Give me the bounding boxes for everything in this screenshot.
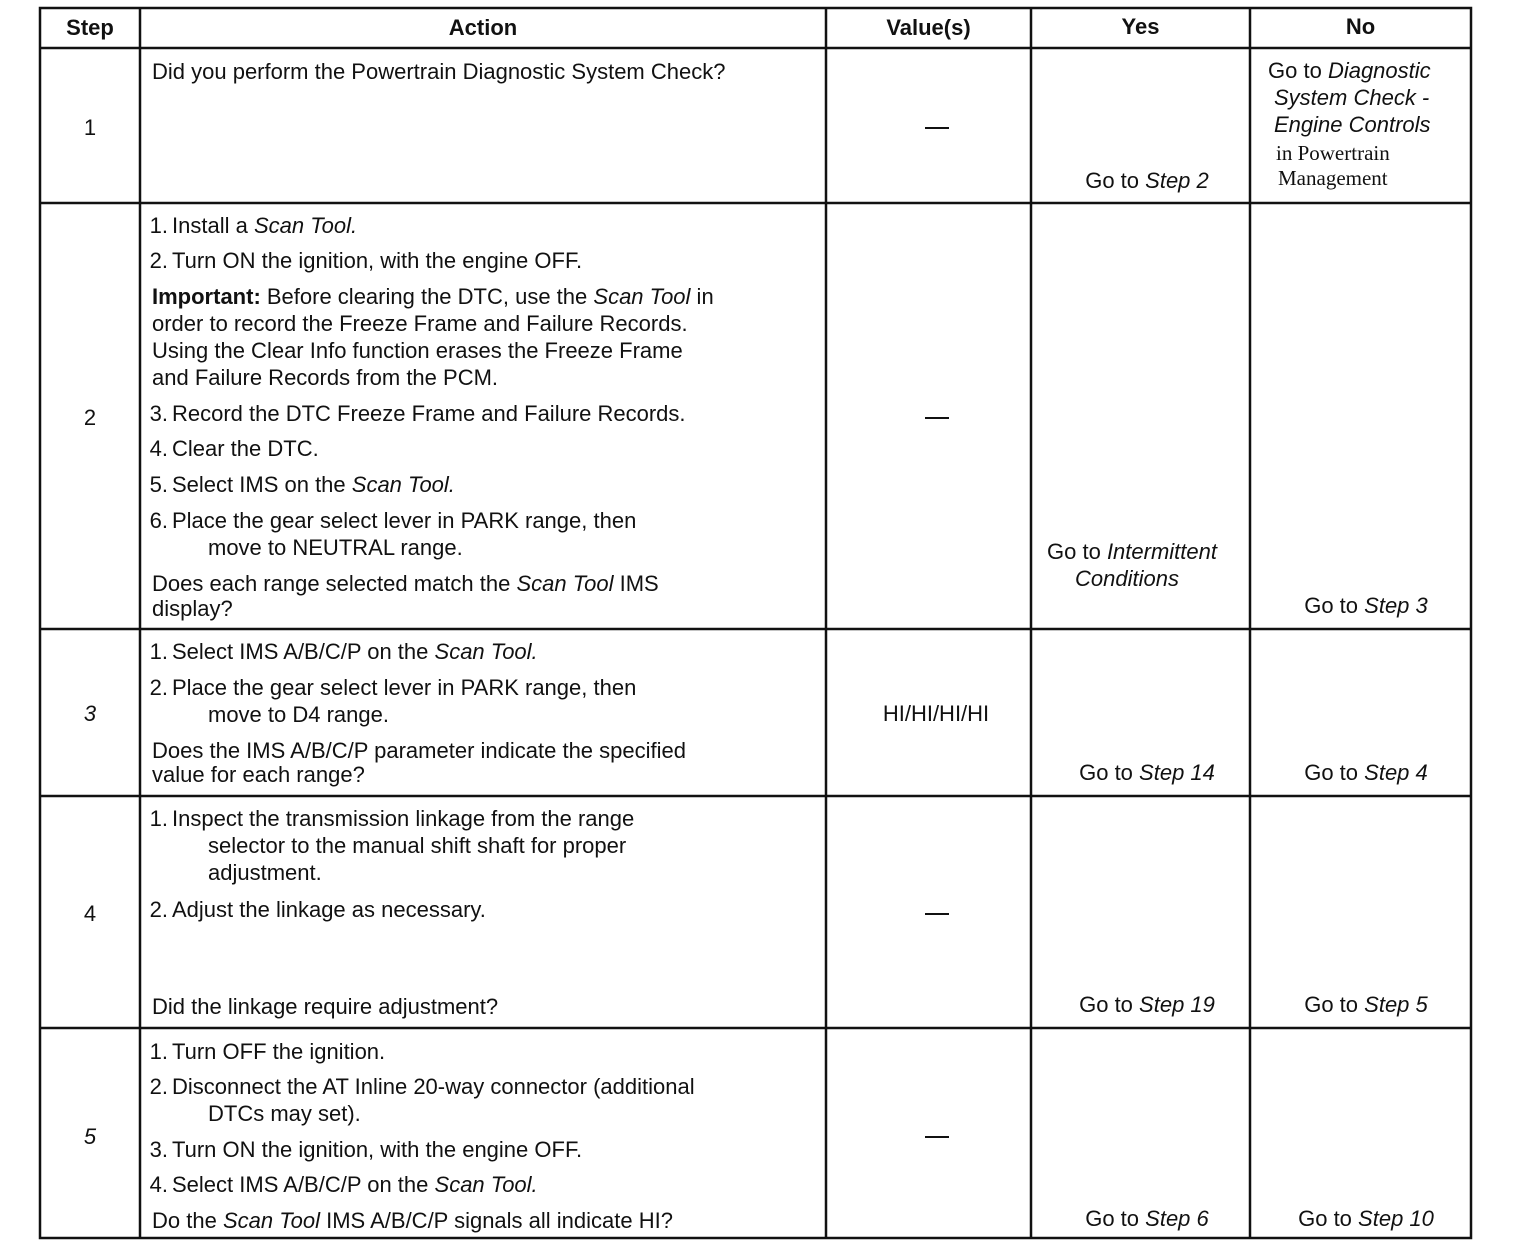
yes-action: Go to Step 6 <box>1085 1206 1209 1231</box>
header-step: Step <box>66 15 114 40</box>
list-item: 3. Record the DTC Freeze Frame and Failure Records. <box>149 401 686 426</box>
no-action: Go to Step 4 <box>1304 760 1428 785</box>
list-item: 2. Disconnect the AT Inline 20-way connector (additional <box>149 1074 695 1099</box>
value-dash <box>925 1136 949 1138</box>
list-item: 2. Place the gear select lever in PARK range, then <box>149 675 637 700</box>
value-spec: HI/HI/HI/HI <box>882 701 990 726</box>
list-item-continuation: move to NEUTRAL range. <box>208 535 463 560</box>
header-values: Value(s) <box>886 15 971 40</box>
list-item: 2. Adjust the linkage as necessary. <box>149 897 486 922</box>
step-number: 4 <box>83 901 97 926</box>
step-number: 2 <box>83 405 97 430</box>
no-action: Go to Step 5 <box>1304 992 1428 1017</box>
action-question: Do the Scan Tool IMS A/B/C/P signals all indicate HI? <box>152 1208 673 1233</box>
list-item: 1. Turn OFF the ignition. <box>149 1039 386 1064</box>
no-action-line: System Check - <box>1274 85 1430 110</box>
header-action: Action <box>448 15 518 40</box>
no-action: Go to Step 10 <box>1298 1206 1434 1231</box>
step-number: 1 <box>83 115 97 140</box>
step-number: 3 <box>83 701 97 726</box>
header-yes: Yes <box>1121 14 1160 39</box>
list-item: 5. Select IMS on the Scan Tool. <box>149 472 455 497</box>
list-item-continuation: DTCs may set). <box>208 1101 361 1126</box>
no-action-line: Management <box>1278 166 1388 190</box>
list-item: 3. Turn ON the ignition, with the engine OFF. <box>149 1137 583 1162</box>
yes-action: Go to Step 14 <box>1079 760 1215 785</box>
action-question-line: display? <box>152 596 233 621</box>
step-number: 5 <box>83 1124 97 1149</box>
yes-action-line: Conditions <box>1075 566 1179 591</box>
value-dash <box>925 913 949 915</box>
value-dash <box>925 417 949 419</box>
important-note-line: and Failure Records from the PCM. <box>152 365 499 390</box>
list-item: 4. Clear the DTC. <box>149 436 319 461</box>
value-dash <box>925 127 949 129</box>
list-item: 2. Turn ON the ignition, with the engine OFF. <box>149 248 583 273</box>
list-item-continuation: adjustment. <box>208 860 322 885</box>
yes-action: Go to Intermittent <box>1047 539 1217 564</box>
action-question-line: value for each range? <box>152 762 365 787</box>
list-item: 1. Install a Scan Tool. <box>149 213 358 238</box>
yes-action: Go to Step 19 <box>1079 992 1215 1017</box>
list-item-continuation: selector to the manual shift shaft for proper <box>208 833 627 858</box>
no-action-line: in Powertrain <box>1276 141 1390 165</box>
header-no: No <box>1345 14 1376 39</box>
important-note-line: Using the Clear Info function erases the Freeze Frame <box>152 338 683 363</box>
action-question: Did you perform the Powertrain Diagnostic System Check? <box>152 59 726 84</box>
no-action-line: Engine Controls <box>1274 112 1431 137</box>
list-item: 1. Select IMS A/B/C/P on the Scan Tool. <box>149 639 538 664</box>
list-item-continuation: move to D4 range. <box>208 702 389 727</box>
list-item: 4. Select IMS A/B/C/P on the Scan Tool. <box>149 1172 538 1197</box>
action-question: Does each range selected match the Scan Tool IMS <box>152 571 659 596</box>
action-question: Does the IMS A/B/C/P parameter indicate the specified <box>152 738 686 763</box>
no-action: Go to Step 3 <box>1304 593 1428 618</box>
list-item: 6. Place the gear select lever in PARK range, then <box>149 508 637 533</box>
action-question: Did the linkage require adjustment? <box>152 994 499 1019</box>
list-item: 1. Inspect the transmission linkage from the range <box>149 806 635 831</box>
important-note: Important: Before clearing the DTC, use the Scan Tool in <box>152 284 714 309</box>
yes-action: Go to Step 2 <box>1085 168 1209 193</box>
no-action: Go to Diagnostic <box>1268 58 1431 83</box>
important-note-line: order to record the Freeze Frame and Failure Records. <box>152 311 688 336</box>
